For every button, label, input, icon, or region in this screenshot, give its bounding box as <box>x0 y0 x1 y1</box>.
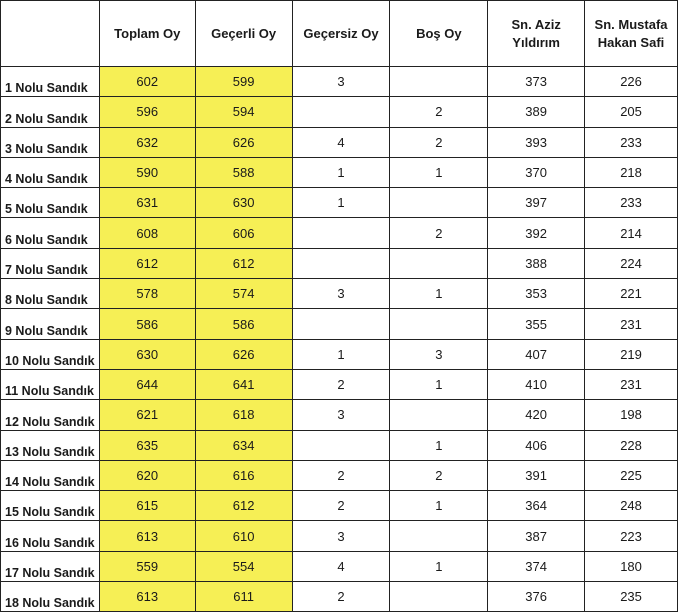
bos-oy-cell <box>390 67 488 97</box>
gecerli-oy-cell: 634 <box>195 430 292 460</box>
mustafa-hakan-safi-cell: 218 <box>585 157 678 187</box>
gecerli-oy-cell: 626 <box>195 339 292 369</box>
gecersiz-oy-cell <box>292 97 390 127</box>
mustafa-hakan-safi-cell: 225 <box>585 460 678 490</box>
aziz-yildirim-cell: 374 <box>488 551 585 581</box>
table-row <box>1 460 678 490</box>
row-label-cell: 12 Nolu Sandık <box>1 400 100 430</box>
row-label-cell: 17 Nolu Sandık <box>1 551 100 581</box>
row-label-cell: 4 Nolu Sandık <box>1 157 100 187</box>
gecersiz-oy-cell <box>292 218 390 248</box>
mustafa-hakan-safi-cell: 231 <box>585 369 678 399</box>
row-label-cell: 11 Nolu Sandık <box>1 369 100 399</box>
toplam-oy-cell: 632 <box>99 127 195 157</box>
toplam-oy-cell: 612 <box>99 248 195 278</box>
aziz-yildirim-cell: 392 <box>488 218 585 248</box>
header-aziz-yildirim <box>488 1 585 67</box>
gecersiz-oy-cell: 1 <box>292 188 390 218</box>
corner-cell <box>1 1 100 67</box>
bos-oy-cell: 1 <box>390 491 488 521</box>
aziz-yildirim-cell: 370 <box>488 157 585 187</box>
gecersiz-oy-cell: 3 <box>292 67 390 97</box>
aziz-yildirim-cell: 373 <box>488 67 585 97</box>
gecerli-oy-cell: 606 <box>195 218 292 248</box>
header-mustafa-line1: Sn. Mustafa <box>594 16 668 32</box>
table-row <box>1 491 678 521</box>
gecerli-oy-cell: 599 <box>195 67 292 97</box>
gecerli-oy-cell: 554 <box>195 551 292 581</box>
bos-oy-cell: 1 <box>390 157 488 187</box>
aziz-yildirim-cell: 391 <box>488 460 585 490</box>
row-label-cell: 8 Nolu Sandık <box>1 279 100 309</box>
toplam-oy-cell: 613 <box>99 521 195 551</box>
mustafa-hakan-safi-cell: 219 <box>585 339 678 369</box>
table-row <box>1 127 678 157</box>
gecersiz-oy-cell: 3 <box>292 400 390 430</box>
gecerli-oy-cell: 586 <box>195 309 292 339</box>
table-row <box>1 430 678 460</box>
bos-oy-cell: 1 <box>390 551 488 581</box>
header-gecerli-oy: Geçerli Oy <box>195 1 292 67</box>
gecersiz-oy-cell: 3 <box>292 279 390 309</box>
aziz-yildirim-cell: 389 <box>488 97 585 127</box>
bos-oy-cell: 2 <box>390 97 488 127</box>
gecersiz-oy-cell: 3 <box>292 521 390 551</box>
gecerli-oy-cell: 588 <box>195 157 292 187</box>
row-label-cell: 14 Nolu Sandık <box>1 460 100 490</box>
table-row <box>1 369 678 399</box>
mustafa-hakan-safi-cell: 233 <box>585 188 678 218</box>
toplam-oy-cell: 615 <box>99 491 195 521</box>
table-row <box>1 157 678 187</box>
header-aziz-line2: Yıldırım <box>512 34 560 50</box>
mustafa-hakan-safi-cell: 198 <box>585 400 678 430</box>
gecerli-oy-cell: 612 <box>195 491 292 521</box>
header-toplam-oy: Toplam Oy <box>99 1 195 67</box>
gecersiz-oy-cell <box>292 430 390 460</box>
gecersiz-oy-cell: 2 <box>292 491 390 521</box>
aziz-yildirim-cell: 376 <box>488 582 585 612</box>
bos-oy-cell: 1 <box>390 279 488 309</box>
bos-oy-cell: 3 <box>390 339 488 369</box>
bos-oy-cell: 1 <box>390 369 488 399</box>
mustafa-hakan-safi-cell: 214 <box>585 218 678 248</box>
toplam-oy-cell: 631 <box>99 188 195 218</box>
toplam-oy-cell: 586 <box>99 309 195 339</box>
bos-oy-cell <box>390 521 488 551</box>
row-label-cell: 15 Nolu Sandık <box>1 491 100 521</box>
header-mustafa-hakan-safi <box>585 1 678 67</box>
toplam-oy-cell: 596 <box>99 97 195 127</box>
gecersiz-oy-cell: 2 <box>292 369 390 399</box>
bos-oy-cell <box>390 582 488 612</box>
header-bos-oy: Boş Oy <box>390 1 488 67</box>
table-row <box>1 400 678 430</box>
table-row <box>1 97 678 127</box>
toplam-oy-cell: 644 <box>99 369 195 399</box>
aziz-yildirim-cell: 353 <box>488 279 585 309</box>
gecerli-oy-cell: 574 <box>195 279 292 309</box>
table-row <box>1 188 678 218</box>
table-row <box>1 248 678 278</box>
gecersiz-oy-cell: 2 <box>292 460 390 490</box>
bos-oy-cell <box>390 188 488 218</box>
mustafa-hakan-safi-cell: 248 <box>585 491 678 521</box>
mustafa-hakan-safi-cell: 205 <box>585 97 678 127</box>
toplam-oy-cell: 621 <box>99 400 195 430</box>
gecerli-oy-cell: 626 <box>195 127 292 157</box>
row-label-cell: 1 Nolu Sandık <box>1 67 100 97</box>
gecerli-oy-cell: 618 <box>195 400 292 430</box>
mustafa-hakan-safi-cell: 180 <box>585 551 678 581</box>
aziz-yildirim-cell: 388 <box>488 248 585 278</box>
aziz-yildirim-cell: 393 <box>488 127 585 157</box>
header-mustafa-line2: Hakan Safi <box>597 34 665 50</box>
gecerli-oy-cell: 641 <box>195 369 292 399</box>
gecersiz-oy-cell <box>292 248 390 278</box>
mustafa-hakan-safi-cell: 223 <box>585 521 678 551</box>
aziz-yildirim-cell: 355 <box>488 309 585 339</box>
header-gecersiz-oy: Geçersiz Oy <box>292 1 390 67</box>
gecersiz-oy-cell: 2 <box>292 582 390 612</box>
header-row <box>1 1 678 67</box>
header-aziz-line1: Sn. Aziz <box>511 16 561 32</box>
mustafa-hakan-safi-cell: 221 <box>585 279 678 309</box>
row-label-cell: 13 Nolu Sandık <box>1 430 100 460</box>
gecersiz-oy-cell: 1 <box>292 339 390 369</box>
row-label-cell: 9 Nolu Sandık <box>1 309 100 339</box>
mustafa-hakan-safi-cell: 224 <box>585 248 678 278</box>
toplam-oy-cell: 608 <box>99 218 195 248</box>
table-row <box>1 279 678 309</box>
bos-oy-cell: 2 <box>390 460 488 490</box>
aziz-yildirim-cell: 410 <box>488 369 585 399</box>
gecerli-oy-cell: 594 <box>195 97 292 127</box>
mustafa-hakan-safi-cell: 228 <box>585 430 678 460</box>
bos-oy-cell <box>390 400 488 430</box>
gecerli-oy-cell: 611 <box>195 582 292 612</box>
bos-oy-cell <box>390 248 488 278</box>
toplam-oy-cell: 630 <box>99 339 195 369</box>
mustafa-hakan-safi-cell: 226 <box>585 67 678 97</box>
aziz-yildirim-cell: 397 <box>488 188 585 218</box>
toplam-oy-cell: 590 <box>99 157 195 187</box>
gecerli-oy-cell: 610 <box>195 521 292 551</box>
table-row <box>1 309 678 339</box>
row-label-cell: 10 Nolu Sandık <box>1 339 100 369</box>
toplam-oy-cell: 635 <box>99 430 195 460</box>
gecerli-oy-cell: 630 <box>195 188 292 218</box>
mustafa-hakan-safi-cell: 235 <box>585 582 678 612</box>
row-label-cell: 5 Nolu Sandık <box>1 188 100 218</box>
table-row <box>1 339 678 369</box>
bos-oy-cell: 2 <box>390 127 488 157</box>
gecersiz-oy-cell: 4 <box>292 127 390 157</box>
aziz-yildirim-cell: 364 <box>488 491 585 521</box>
table-row <box>1 218 678 248</box>
gecersiz-oy-cell: 1 <box>292 157 390 187</box>
toplam-oy-cell: 602 <box>99 67 195 97</box>
row-label-cell: 6 Nolu Sandık <box>1 218 100 248</box>
gecersiz-oy-cell: 4 <box>292 551 390 581</box>
row-label-cell: 18 Nolu Sandık <box>1 582 100 612</box>
table-row <box>1 551 678 581</box>
row-label-cell: 7 Nolu Sandık <box>1 248 100 278</box>
aziz-yildirim-cell: 406 <box>488 430 585 460</box>
table-row <box>1 67 678 97</box>
mustafa-hakan-safi-cell: 231 <box>585 309 678 339</box>
gecerli-oy-cell: 616 <box>195 460 292 490</box>
row-label-cell: 3 Nolu Sandık <box>1 127 100 157</box>
toplam-oy-cell: 559 <box>99 551 195 581</box>
gecerli-oy-cell: 612 <box>195 248 292 278</box>
aziz-yildirim-cell: 420 <box>488 400 585 430</box>
bos-oy-cell <box>390 309 488 339</box>
toplam-oy-cell: 620 <box>99 460 195 490</box>
gecersiz-oy-cell <box>292 309 390 339</box>
bos-oy-cell: 1 <box>390 430 488 460</box>
toplam-oy-cell: 613 <box>99 582 195 612</box>
table-row <box>1 582 678 612</box>
aziz-yildirim-cell: 407 <box>488 339 585 369</box>
mustafa-hakan-safi-cell: 233 <box>585 127 678 157</box>
table-row <box>1 521 678 551</box>
row-label-cell: 2 Nolu Sandık <box>1 97 100 127</box>
row-label-cell: 16 Nolu Sandık <box>1 521 100 551</box>
aziz-yildirim-cell: 387 <box>488 521 585 551</box>
bos-oy-cell: 2 <box>390 218 488 248</box>
toplam-oy-cell: 578 <box>99 279 195 309</box>
